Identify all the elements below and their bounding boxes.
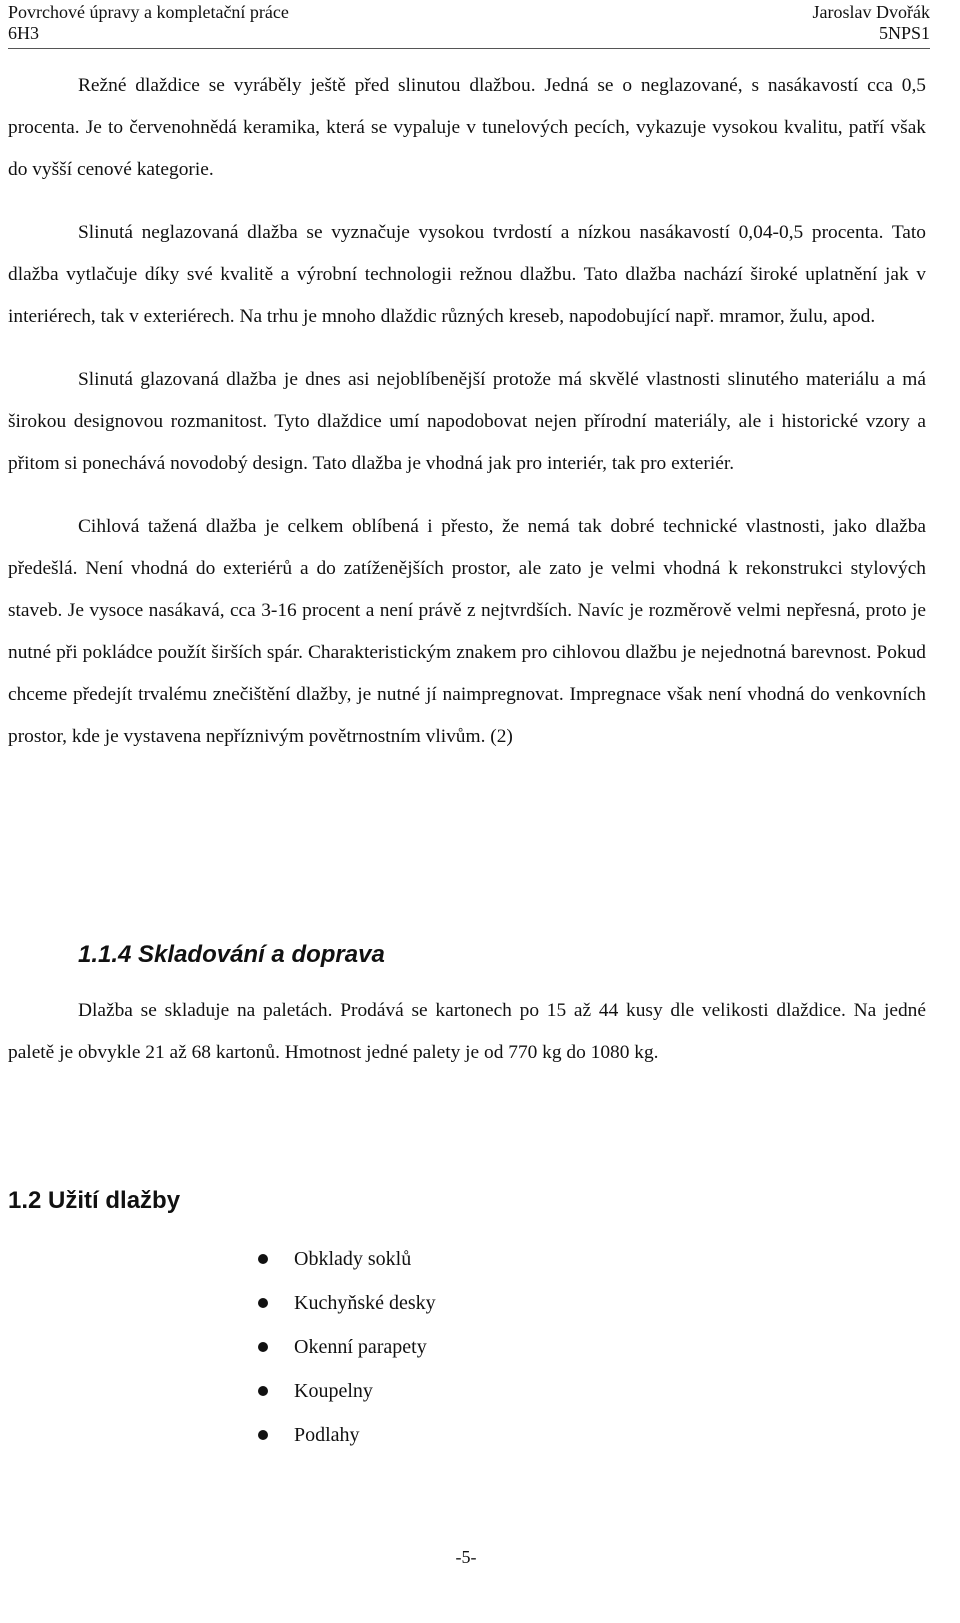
use-list	[258, 1237, 436, 1457]
list-item	[258, 1237, 436, 1281]
bullet-icon	[258, 1254, 268, 1264]
section-heading-storage: 1.1.4 Skladování a doprava	[78, 941, 385, 968]
bullet-icon	[258, 1298, 268, 1308]
paragraph-slinuta-neglazovana: Slinutá neglazovaná dlažba se vyznačuje vysokou tvrdostí a nízkou nasákavostí 0,04-0,5 procenta. Tato dlažba vytlačuje díky své kvalitě a výrobní technologii režnou dlažbu. Tato dlažba nachází široké uplatnění jak v interiérech, tak v exteriérech. Na trhu je mnoho dlaždic různých kreseb, napodobující např. mramor, žulu, apod.	[8, 222, 926, 327]
page-header-bottom	[8, 22, 930, 44]
class-code-left: 6H3	[8, 23, 39, 43]
paragraph-cihlova-tazena: Cihlová tažená dlažba je celkem oblíbená i přesto, že nemá tak dobré technické vlastnosti, jako dlažba předešlá. Není vhodná do exteriérů a do zatíženějších prostor, ale zato je velmi vhodná k rekonstrukci stylových staveb. Je vysoce nasákavá, cca 3-16 procent a není právě z nejtvrdších. Navíc je rozměrově velmi nepřesná, proto je nutné při pokládce použít širších spár. Charakteristickým znakem pro cihlovou dlažbu je nejednotná barevnost. Pokud chceme předejít trvalému znečištění dlažby, je nutné jí naimpregnovat. Impregnace však není vhodná do venkovních prostor, kde je vystavena nepříznivým povětrnostním vlivům. (2)	[8, 516, 926, 747]
list-item	[258, 1413, 436, 1457]
list-item-label: Podlahy	[294, 1424, 360, 1446]
list-item	[258, 1325, 436, 1369]
page-header-top	[8, 1, 930, 23]
paragraph-storage: Dlažba se skladuje na paletách. Prodává se kartonech po 15 až 44 kusy dle velikosti dlaždice. Na jedné paletě je obvykle 21 až 68 kartonů. Hmotnost jedné palety je od 770 kg do 1080 kg.	[8, 1000, 926, 1063]
header-divider	[8, 48, 930, 49]
list-item-label: Obklady soklů	[294, 1248, 412, 1270]
list-item	[258, 1281, 436, 1325]
storage-section	[8, 990, 926, 1074]
bullet-icon	[258, 1386, 268, 1396]
document-title: Povrchové úpravy a kompletační práce	[8, 2, 289, 22]
list-item-label: Kuchyňské desky	[294, 1292, 436, 1314]
bullet-icon	[258, 1430, 268, 1440]
section-heading-use: 1.2 Užití dlažby	[8, 1187, 181, 1214]
author-name: Jaroslav Dvořák	[812, 2, 930, 22]
body-text	[8, 65, 926, 758]
paragraph-slinuta-glazovana: Slinutá glazovaná dlažba je dnes asi nejoblíbenější protože má skvělé vlastnosti slinutého materiálu a má širokou designovou rozmanitost. Tyto dlaždice umí napodobovat nejen přírodní materiály, ale i historické vzory a přitom si ponechává novodobý design. Tato dlažba je vhodná jak pro interiér, tak pro exteriér.	[8, 369, 926, 474]
paragraph-rezne-dlazdice: Režné dlaždice se vyráběly ještě před slinutou dlažbou. Jedná se o neglazované, s nasákavostí cca 0,5 procenta. Je to červenohnědá keramika, která se vypaluje v tunelových pecích, vykazuje vysokou kvalitu, patří však do vyšší cenové kategorie.	[8, 75, 926, 180]
list-item-label: Koupelny	[294, 1380, 373, 1402]
list-item-label: Okenní parapety	[294, 1336, 427, 1358]
class-code-right: 5NPS1	[878, 23, 930, 43]
page-number: -5-	[455, 1547, 477, 1567]
bullet-icon	[258, 1342, 268, 1352]
list-item	[258, 1369, 436, 1413]
